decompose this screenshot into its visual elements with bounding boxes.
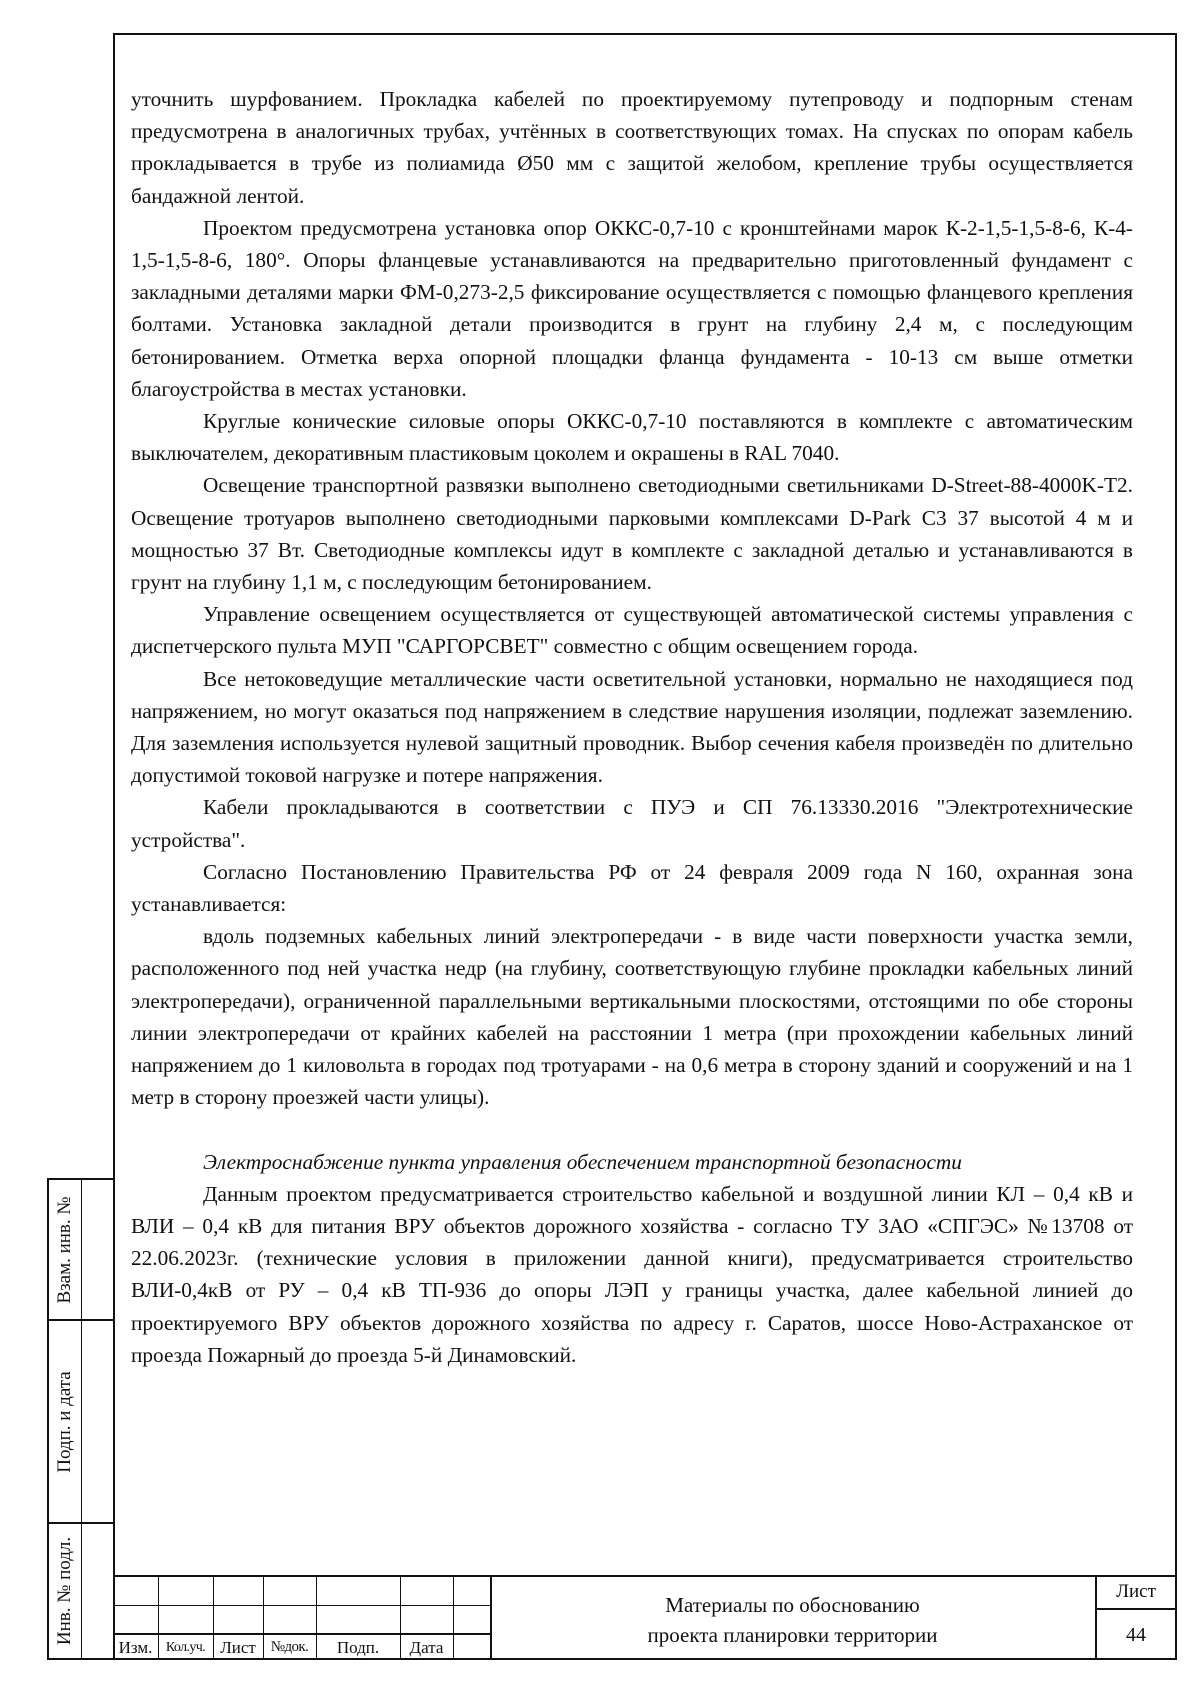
header-list: Лист <box>220 1638 256 1657</box>
document-title-line-2: проекта планировки территории <box>647 1623 938 1647</box>
header-izm: Изм. <box>118 1638 153 1657</box>
header-kol-uch: Кол.уч. <box>165 1640 206 1655</box>
margin-label-podp-data: Подп. и дата <box>54 1370 75 1473</box>
header-data: Дата <box>409 1638 444 1657</box>
section-heading: Электроснабжение пункта управления обеспечением транспортной безопасности <box>203 1149 962 1174</box>
margin-label-inv-podl: Инв. № подл. <box>54 1536 75 1646</box>
margin-cell-vzam-inv <box>47 1178 113 1321</box>
document-title-line-1: Материалы по обоснованию <box>665 1593 920 1617</box>
paragraph: Согласно Постановлению Правительства РФ от 24 февраля 2009 года N 160, охранная зона устанавливается: <box>131 859 1133 917</box>
document-body <box>131 83 1133 1371</box>
paragraph: Проектом предусмотрена установка опор ОККС-0,7-10 с кронштейнами марок К-2-1,5-1,5-8-6, К-4-1,5-1,5-8-6, 180°. Опоры фланцевые устанавливаются на предварительно приготовленный фундамент с закладными деталями марки ФМ-0,273-2,5 фиксирование осуществляется с помощью фланцевого крепления болтами. Установка закладной детали производится в грунт на глубину 2,4 м, с последующим бетонированием. Отметка верха опорной площадки фланца фундамента - 10-13 см выше отметки благоустройства в местах установки. <box>131 215 1133 401</box>
paragraph: уточнить шурфованием. Прокладка кабелей по проектируемому путепроводу и подпорным стенам предусмотрена в аналогичных трубах, учтённых в соответствующих томах. На спусках по опорам кабель прокладывается в трубе из полиамида Ø50 мм с защитой желобом, крепление трубы осуществляется бандажной лентой. <box>131 87 1133 208</box>
paragraph: Данным проектом предусматривается строительство кабельной и воздушной линии КЛ – 0,4 кВ и ВЛИ – 0,4 кВ для питания ВРУ объектов дорожного хозяйства - согласно ТУ ЗАО «СПГЭС» №13708 от 22.06.2023г. (технические условия в приложении данной книги), предусматривается строительство ВЛИ-0,4кВ от РУ – 0,4 кВ ТП-936 до опоры ЛЭП у границы участка, далее кабельной линией до проектируемого ВРУ объектов дорожного хозяйства по адресу г. Саратов, шоссе Ново-Астраханское от проезда Пожарный до проезда 5-й Динамовский. <box>131 1181 1133 1367</box>
margin-cell-inv-podl <box>47 1522 113 1660</box>
sheet-label: Лист <box>1116 1581 1156 1602</box>
document-title <box>490 1590 1095 1650</box>
paragraph: Круглые конические силовые опоры ОККС-0,7-10 поставляются в комплекте с автоматическим выключателем, декоративным пластиковым цоколем и окрашены в RAL 7040. <box>131 409 1133 466</box>
margin-label-vzam-inv: Взам. инв. № <box>54 1195 75 1304</box>
paragraph: Все нетоковедущие металлические части осветительной установки, нормально не находящиеся под напряжением, но могут оказаться под напряжением в следствие нарушения изоляции, подлежат заземлению. Для заземления используется нулевой защитный проводник. Выбор сечения кабеля произведён по длительно допустимой токовой нагрузке и потере напряжения. <box>131 666 1133 788</box>
paragraph: Кабели прокладываются в соответствии с ПУЭ и СП 76.13330.2016 "Электротехнические устройства". <box>131 795 1133 852</box>
paragraph: Освещение транспортной развязки выполнено светодиодными светильниками D-Street-88-4000K-T2. Освещение тротуаров выполнено светодиодными парковыми комплексами D-Park C3 37 высотой 4 м и мощностью 37 Вт. Светодиодные комплексы идут в комплекте с закладной деталью и устанавливаются в грунт на глубину 1,1 м, с последующим бетонированием. <box>131 473 1133 595</box>
revision-grid <box>113 1575 490 1660</box>
paragraph: вдоль подземных кабельных линий электропередачи - в виде части поверхности участка земли, расположенного под ней участка недр (на глубину, соответствующую глубине прокладки кабельных линий электропередачи), ограниченной параллельными вертикальными плоскостями, отстоящими по обе стороны линии электропередачи от крайних кабелей на расстоянии 1 метра (при прохождении кабельных линий напряжением до 1 киловольта в городах под тротуарами - на 0,6 метра в сторону зданий и сооружений и на 1 метр в сторону проезжей части улицы). <box>131 924 1133 1110</box>
title-block <box>113 1575 1177 1660</box>
header-ndok: №док. <box>270 1639 309 1655</box>
paragraph: Управление освещением осуществляется от существующей автоматической системы управления с диспетчерского пульта МУП "САРГОРСВЕТ" совместно с общим освещением города. <box>131 602 1133 659</box>
header-podp: Подп. <box>336 1638 380 1657</box>
margin-cell-podp-data <box>47 1319 113 1524</box>
sheet-number: 44 <box>1126 1624 1146 1646</box>
